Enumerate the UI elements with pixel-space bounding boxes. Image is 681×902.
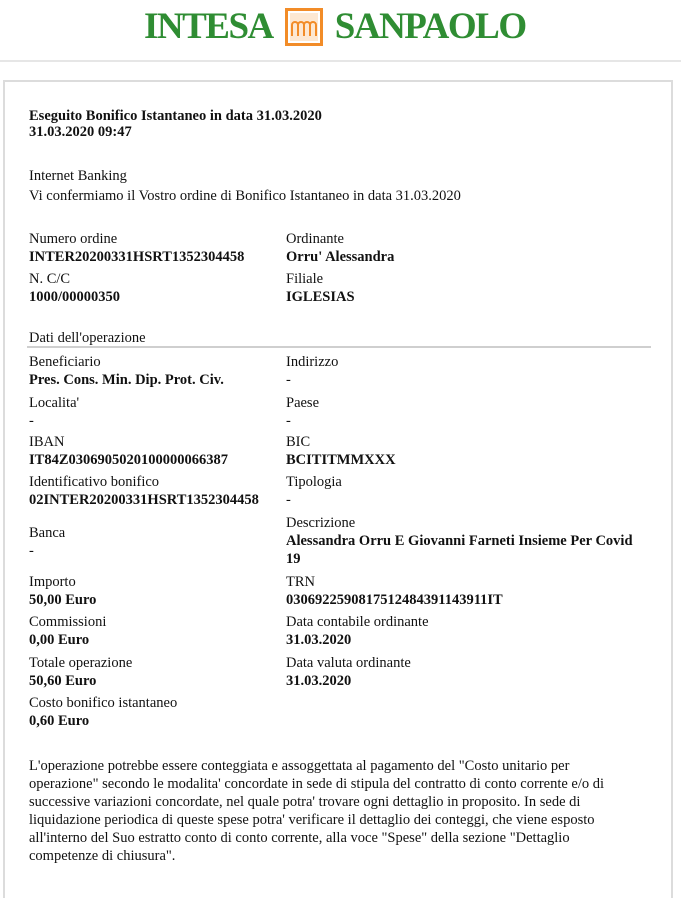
trn-value: 0306922590817512484391143911IT (286, 592, 503, 608)
booking-date-value: 31.03.2020 (286, 632, 352, 648)
order-number-value: INTER20200331HSRT1352304458 (29, 249, 245, 265)
booking-date-label: Data contabile ordinante (286, 614, 429, 630)
transfer-id-value: 02INTER20200331HSRT1352304458 (29, 492, 259, 508)
logo-word-left: INTESA (144, 6, 273, 47)
bank-value: - (29, 543, 34, 559)
bic-value: BCITITMMXXX (286, 452, 396, 468)
address-value: - (286, 372, 291, 388)
total-value: 50,60 Euro (29, 673, 97, 689)
amount-label: Importo (29, 574, 76, 590)
address-label: Indirizzo (286, 354, 339, 370)
iban-value: IT84Z0306905020100000066387 (29, 452, 228, 468)
bank-header (0, 0, 681, 58)
fee-disclaimer-note: L'operazione potrebbe essere conteggiata e assoggettata al pagamento del "Costo unitario per operazione" secondo le modalita' concordate in sede di stipula del contratto di conto corrente e/o di successive variazioni concordate, nel quale potra' trovare ogni dettaglio in proposito. In sede di liquidazione periodica di queste spese potra' verificare il dettaglio dei conteggi, che viene esposto all'interno del Suo estratto conto di conto corrente, alla voce "Spese" della sezione "Dettaglio competenze di chiusura". (29, 758, 605, 864)
logo-word-right: SANPAOLO (334, 6, 526, 47)
receipt-title: Eseguito Bonifico Istantaneo in data 31.03.2020 (29, 108, 322, 124)
orderer-label: Ordinante (286, 231, 344, 247)
intesa-sanpaolo-logo (144, 3, 526, 51)
intesa-sanpaolo-logo-icon (285, 8, 323, 46)
section-title: Dati dell'operazione (29, 330, 146, 346)
description-label: Descrizione (286, 515, 356, 531)
fees-value: 0,00 Euro (29, 632, 90, 648)
beneficiary-label: Beneficiario (29, 354, 101, 370)
branch-value: IGLESIAS (286, 289, 355, 305)
branch-label: Filiale (286, 271, 324, 287)
amount-value: 50,00 Euro (29, 592, 97, 608)
fees-label: Commissioni (29, 614, 107, 630)
bank-label: Banca (29, 525, 66, 541)
header-divider (0, 60, 681, 62)
instant-fee-label: Costo bonifico istantaneo (29, 695, 178, 711)
type-value: - (286, 492, 291, 508)
confirmation-text: Vi confermiamo il Vostro ordine di Bonifico Istantaneo in data 31.03.2020 (29, 188, 461, 204)
country-label: Paese (286, 395, 320, 411)
orderer-value: Orru' Alessandra (286, 249, 395, 265)
instant-fee-value: 0,60 Euro (29, 713, 90, 729)
order-number-label: Numero ordine (29, 231, 118, 247)
country-value: - (286, 413, 291, 429)
channel-text: Internet Banking (29, 168, 127, 184)
locality-value: - (29, 413, 34, 429)
bic-label: BIC (286, 434, 311, 450)
value-date-label: Data valuta ordinante (286, 655, 411, 671)
trn-label: TRN (286, 574, 315, 590)
value-date-value: 31.03.2020 (286, 673, 352, 689)
beneficiary-value: Pres. Cons. Min. Dip. Prot. Civ. (29, 372, 224, 388)
account-value: 1000/00000350 (29, 289, 121, 305)
total-label: Totale operazione (29, 655, 133, 671)
type-label: Tipologia (286, 474, 342, 490)
description-value: Alessandra Orru E Giovanni Farneti Insieme Per Covid 19 (286, 533, 633, 567)
section-divider (27, 346, 651, 348)
receipt-datetime: 31.03.2020 09:47 (29, 124, 132, 140)
transfer-id-label: Identificativo bonifico (29, 474, 160, 490)
account-label: N. C/C (29, 271, 71, 287)
locality-label: Localita' (29, 395, 80, 411)
iban-label: IBAN (29, 434, 65, 450)
